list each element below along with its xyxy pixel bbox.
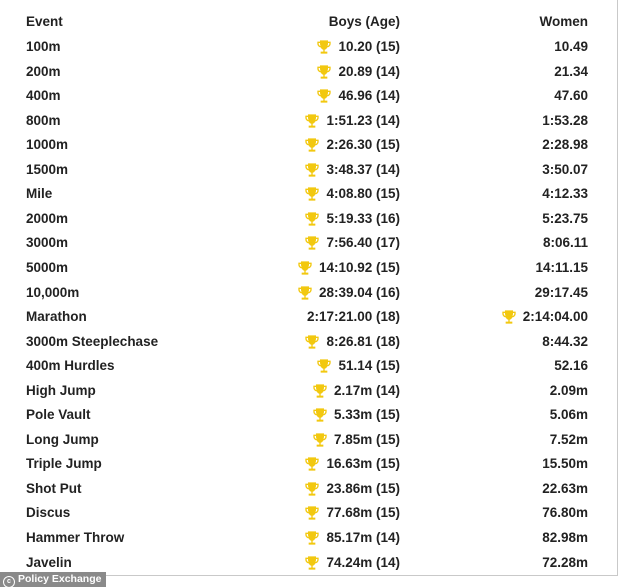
women-cell xyxy=(535,281,588,305)
boys-cell-text: 46.96 (14) xyxy=(338,88,400,104)
event-cell xyxy=(26,379,96,403)
boys-cell-text: 23.86m (15) xyxy=(326,480,400,496)
trophy-icon xyxy=(304,113,320,129)
trophy-icon xyxy=(316,358,332,374)
boys-cell-text: 2:17:21.00 (18) xyxy=(306,309,400,325)
women-cell xyxy=(554,35,588,59)
women-cell xyxy=(554,60,588,84)
boys-cell xyxy=(316,84,400,108)
event-cell xyxy=(26,551,72,575)
women-cell xyxy=(550,403,588,427)
boys-cell-text: 5.33m (15) xyxy=(333,407,400,423)
header-boys: Boys (Age) xyxy=(328,14,400,29)
table-row xyxy=(0,158,618,182)
event-cell xyxy=(26,231,68,255)
women-cell xyxy=(535,256,588,280)
event-cell xyxy=(26,35,61,59)
boys-cell xyxy=(307,305,400,329)
women-cell-text: 3:50.07 xyxy=(542,161,588,177)
trophy-icon xyxy=(304,162,320,178)
credit-text: Policy Exchange xyxy=(18,573,102,585)
boys-cell xyxy=(304,477,400,501)
event-cell xyxy=(26,477,82,501)
boys-cell xyxy=(312,403,400,427)
event-cell-text: Triple Jump xyxy=(26,456,102,472)
boys-cell-text: 7.85m (15) xyxy=(333,431,400,447)
women-cell-text: 76.80m xyxy=(542,505,588,521)
boys-cell xyxy=(316,354,400,378)
boys-cell-text: 4:08.80 (15) xyxy=(326,186,400,202)
table-row xyxy=(0,428,618,452)
women-cell-text: 72.28m xyxy=(542,554,588,570)
women-cell-text: 22.63m xyxy=(542,480,588,496)
women-cell xyxy=(554,354,588,378)
women-cell-text: 82.98m xyxy=(542,530,588,545)
boys-cell-text: 51.14 (15) xyxy=(338,358,400,374)
boys-cell-text: 5:19.33 (16) xyxy=(326,210,400,226)
table-row xyxy=(0,305,618,329)
women-cell xyxy=(542,526,588,550)
trophy-icon xyxy=(304,186,320,202)
event-cell xyxy=(26,305,87,329)
boys-cell-text: 20.89 (14) xyxy=(338,63,400,79)
boys-cell xyxy=(312,428,400,452)
event-cell xyxy=(26,60,61,84)
women-cell xyxy=(542,330,588,354)
trophy-icon xyxy=(304,235,320,251)
boys-cell xyxy=(312,379,400,403)
boys-cell-text: 10.20 (15) xyxy=(338,39,400,54)
event-cell-text: 400m xyxy=(26,88,61,104)
event-cell-text: 5000m xyxy=(26,259,69,275)
trophy-icon xyxy=(316,88,332,104)
trophy-icon xyxy=(297,260,313,276)
table-row xyxy=(0,182,618,206)
boys-cell xyxy=(316,35,400,59)
table-row xyxy=(0,551,618,575)
trophy-icon xyxy=(304,555,320,571)
boys-cell-text: 28:39.04 (16) xyxy=(318,284,400,300)
boys-cell-text: 1:51.23 (14) xyxy=(326,112,400,128)
event-cell xyxy=(26,354,115,378)
event-cell xyxy=(26,526,124,550)
trophy-icon xyxy=(304,530,320,546)
event-cell xyxy=(26,109,61,133)
women-cell xyxy=(542,182,588,206)
table-row xyxy=(0,60,618,84)
trophy-icon xyxy=(304,334,320,350)
event-cell-text: 10,000m xyxy=(26,284,80,300)
table-row xyxy=(0,452,618,476)
women-cell-text: 4:12.33 xyxy=(542,186,588,202)
event-cell xyxy=(26,452,102,476)
boys-cell xyxy=(297,256,400,280)
women-cell-text: 2.09m xyxy=(549,382,588,398)
event-cell-text: Discus xyxy=(26,505,71,521)
boys-cell xyxy=(304,330,400,354)
trophy-icon xyxy=(304,137,320,153)
event-cell-text: 1500m xyxy=(26,161,69,177)
event-cell xyxy=(26,330,158,354)
trophy-icon xyxy=(312,383,328,399)
trophy-icon xyxy=(312,407,328,423)
trophy-icon xyxy=(501,309,517,325)
women-cell xyxy=(542,551,588,575)
boys-cell-text: 14:10.92 (15) xyxy=(318,259,400,275)
women-cell-text: 15.50m xyxy=(542,456,588,472)
boys-cell-text: 3:48.37 (14) xyxy=(326,161,400,177)
trophy-icon xyxy=(316,64,332,80)
table-row xyxy=(0,526,618,550)
boys-cell xyxy=(297,281,400,305)
women-cell-text: 1:53.28 xyxy=(542,112,588,128)
women-cell-text: 29:17.45 xyxy=(534,284,588,300)
table-row xyxy=(0,84,618,108)
women-cell xyxy=(554,84,588,108)
women-cell-text: 52.16 xyxy=(554,358,588,374)
boys-cell xyxy=(304,109,400,133)
event-cell-text: 100m xyxy=(26,39,61,54)
header-women: Women xyxy=(539,14,588,29)
women-cell-text: 5.06m xyxy=(549,407,588,423)
trophy-icon xyxy=(312,432,328,448)
boys-cell xyxy=(304,501,400,525)
women-cell xyxy=(543,231,588,255)
event-cell xyxy=(26,182,52,206)
event-cell xyxy=(26,403,91,427)
women-cell xyxy=(550,428,588,452)
women-cell-text: 2:14:04.00 xyxy=(522,309,588,325)
women-cell xyxy=(542,452,588,476)
trophy-icon xyxy=(316,39,332,55)
women-cell-text: 10.49 xyxy=(554,39,588,54)
table-row xyxy=(0,354,618,378)
event-cell-text: High Jump xyxy=(26,382,96,398)
event-cell xyxy=(26,256,68,280)
copyright-icon: c xyxy=(3,576,15,588)
event-cell-text: Long Jump xyxy=(26,431,99,447)
table-row xyxy=(0,477,618,501)
trophy-icon xyxy=(304,481,320,497)
boys-cell xyxy=(316,60,400,84)
table-row xyxy=(0,403,618,427)
women-cell xyxy=(542,207,588,231)
event-cell xyxy=(26,281,79,305)
event-cell-text: Javelin xyxy=(26,554,72,570)
boys-cell xyxy=(304,452,400,476)
boys-cell-text: 2.17m (14) xyxy=(333,382,400,398)
event-cell-text: 800m xyxy=(26,112,61,128)
table-row xyxy=(0,330,618,354)
boys-cell-text: 7:56.40 (17) xyxy=(326,235,400,251)
table-header xyxy=(0,10,618,34)
event-cell xyxy=(26,84,61,108)
women-cell xyxy=(542,109,588,133)
event-cell xyxy=(26,207,68,231)
event-cell xyxy=(26,501,70,525)
table-row xyxy=(0,109,618,133)
women-cell-text: 47.60 xyxy=(554,88,588,104)
women-cell xyxy=(501,305,588,329)
women-cell-text: 5:23.75 xyxy=(542,210,588,226)
trophy-icon xyxy=(297,285,313,301)
event-cell-text: 200m xyxy=(26,63,61,79)
table-row xyxy=(0,207,618,231)
boys-cell-text: 85.17m (14) xyxy=(326,530,400,545)
event-cell-text: Hammer Throw xyxy=(26,530,125,545)
event-cell-text: Marathon xyxy=(26,309,87,325)
photo-credit xyxy=(0,572,106,587)
boys-cell-text: 2:26.30 (15) xyxy=(326,137,400,153)
boys-cell xyxy=(304,526,400,550)
event-cell xyxy=(26,158,68,182)
women-cell xyxy=(542,501,588,525)
table-row xyxy=(0,133,618,157)
boys-cell xyxy=(304,207,400,231)
women-cell xyxy=(542,477,588,501)
event-cell-text: Pole Vault xyxy=(26,407,91,423)
event-cell-text: 3000m Steeplechase xyxy=(26,333,159,349)
header-event: Event xyxy=(26,14,63,29)
women-cell-text: 7.52m xyxy=(549,431,588,447)
event-cell-text: Shot Put xyxy=(26,480,82,496)
boys-cell xyxy=(304,182,400,206)
table-row xyxy=(0,379,618,403)
boys-cell-text: 8:26.81 (18) xyxy=(326,333,400,349)
boys-cell-text: 77.68m (15) xyxy=(326,505,400,521)
event-cell-text: 2000m xyxy=(26,210,69,226)
boys-cell xyxy=(304,551,400,575)
table-row xyxy=(0,281,618,305)
event-cell-text: 1000m xyxy=(26,137,69,153)
women-cell-text: 21.34 xyxy=(554,63,588,79)
women-cell-text: 8:44.32 xyxy=(542,333,588,349)
table-row xyxy=(0,35,618,59)
event-cell xyxy=(26,133,68,157)
boys-cell xyxy=(304,158,400,182)
table-row xyxy=(0,256,618,280)
trophy-icon xyxy=(304,456,320,472)
event-cell-text: Mile xyxy=(26,186,53,202)
table-row xyxy=(0,501,618,525)
boys-cell xyxy=(304,133,400,157)
table-row xyxy=(0,231,618,255)
boys-cell-text: 74.24m (14) xyxy=(326,554,400,570)
event-cell-text: 3000m xyxy=(26,235,69,251)
event-cell xyxy=(26,428,99,452)
women-cell xyxy=(550,379,588,403)
women-cell-text: 8:06.11 xyxy=(542,235,588,251)
event-cell-text: 400m Hurdles xyxy=(26,358,115,374)
trophy-icon xyxy=(304,211,320,227)
women-cell-text: 2:28.98 xyxy=(542,137,588,153)
women-cell xyxy=(542,133,588,157)
boys-cell-text: 16.63m (15) xyxy=(326,456,400,472)
boys-cell xyxy=(304,231,400,255)
women-cell xyxy=(542,158,588,182)
trophy-icon xyxy=(304,505,320,521)
women-cell-text: 14:11.15 xyxy=(535,259,588,275)
